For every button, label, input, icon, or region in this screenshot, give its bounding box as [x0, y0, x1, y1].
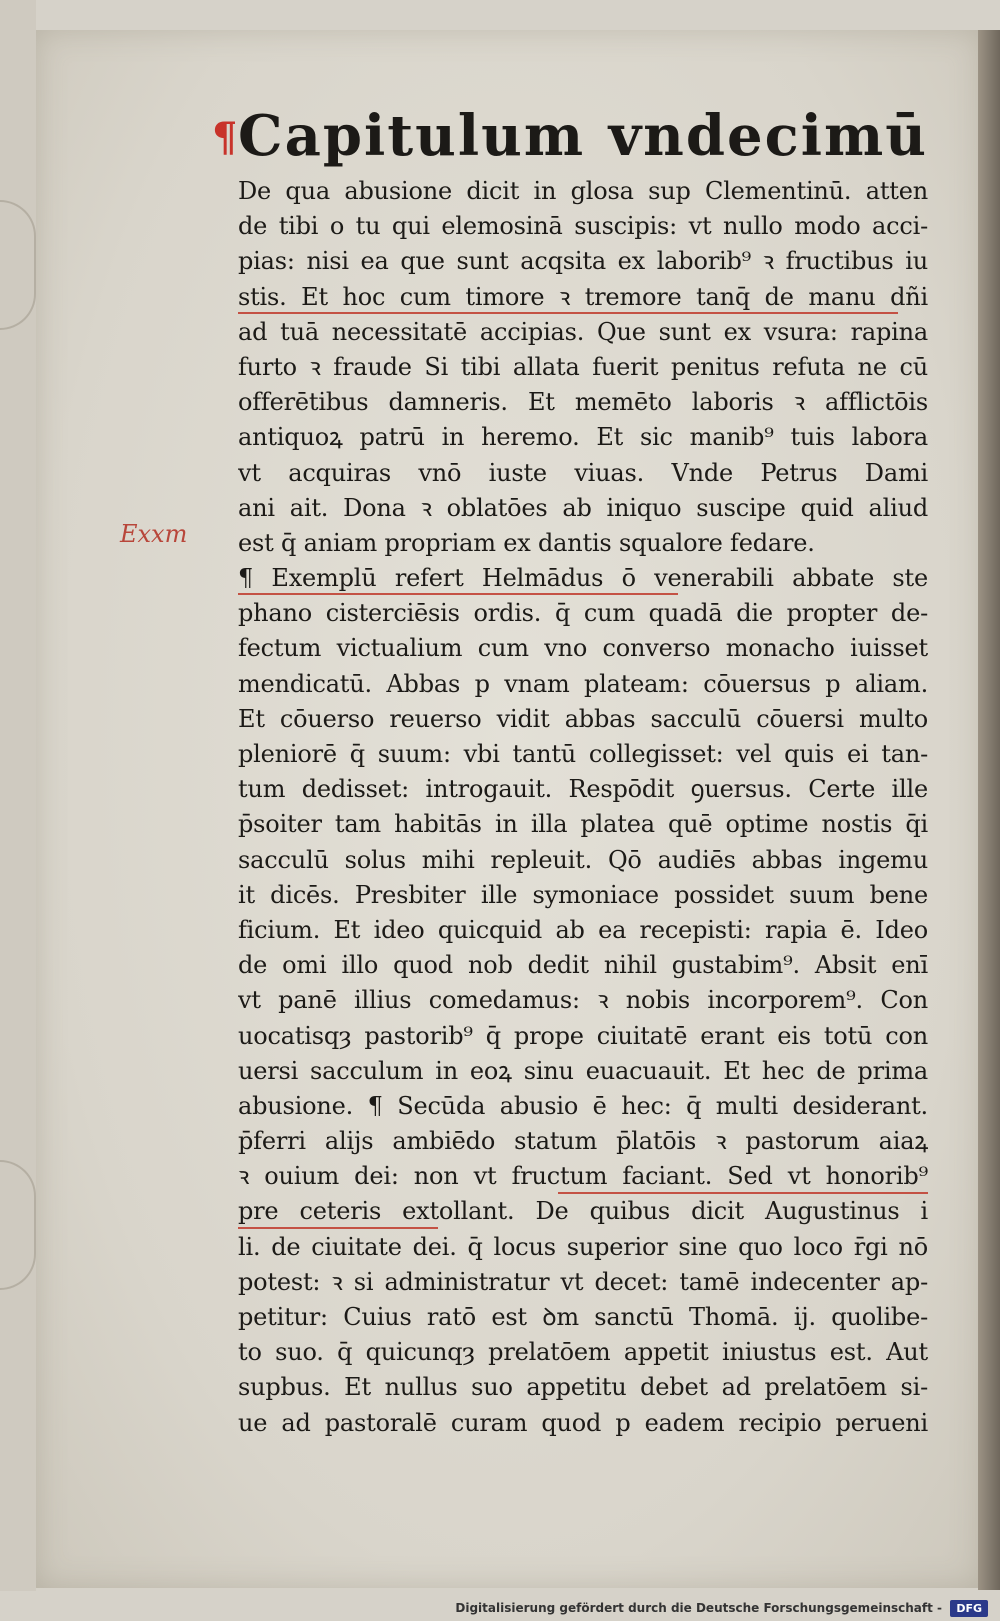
text-line: offerētibus damneris. Et memēto laboris ꝛ afflictōis [238, 388, 928, 417]
text-line: to suo. q̄ quicunqȝ prelatōem appetit iniustus est. Aut [238, 1338, 928, 1367]
text-line: Et cōuerso reuerso vidit abbas sacculū cōuersi multo [238, 704, 928, 733]
footer-bar [0, 1591, 1000, 1621]
page-text-block [212, 100, 928, 1441]
text-line: pre ceteris extollant. De quibus dicit Augustinus i [238, 1197, 928, 1226]
text-line: ue ad pastoralē curam quod p eadem recipio perueni [238, 1408, 928, 1437]
page-edge [978, 30, 1000, 1590]
text-line: vt panē illius comedamus: ꝛ nobis incorporem⁹. Con [238, 986, 928, 1015]
text-line: De qua abusione dicit in glosa sup Clementinū. atten [238, 177, 928, 205]
text-line: de omi illo quod nob dedit nihil gustabim⁹. Absit enī [238, 951, 928, 980]
left-binding-strip [0, 0, 36, 1621]
text-line: de tibi o tu qui elemosinā suscipis: vt nullo modo acci- [238, 212, 928, 241]
text-line: uocatisqȝ pastorib⁹ q̄ prope ciuitatē erant eis totū con [238, 1021, 928, 1050]
text-line: potest: ꝛ si administratur vt decet: tamē indecenter ap- [238, 1267, 928, 1296]
text-line: ani ait. Dona ꝛ oblatōes ab iniquo suscipe quid aliud [238, 493, 928, 522]
text-line: vt acquiras vnō iuste viuas. Vnde Petrus Dami [238, 458, 928, 487]
paragraph-mark-icon: ¶ [212, 114, 238, 161]
rubrication-underline [558, 1192, 928, 1194]
text-line: tum dedisset: introgauit. Respōdit ꝯuersus. Certe ille [238, 775, 928, 804]
margin-note: Exxm [120, 520, 188, 548]
rubrication-underline [238, 593, 678, 595]
text-line: uersi sacculum in eoꝝ sinu euacuauit. Et hec de prima [238, 1056, 928, 1085]
text-line: furto ꝛ fraude Si tibi allata fuerit penitus refuta ne cū [238, 352, 928, 381]
text-line: est q̄ aniam propriam ex dantis squalore fedare. [238, 528, 815, 557]
binding-notch [0, 1160, 36, 1290]
text-line: supbus. Et nullus suo appetitu debet ad prelatōem si- [238, 1373, 928, 1402]
text-line: li. de ciuitate dei. q̄ locus superior sine quo loco r̄gi nō [238, 1232, 928, 1261]
dfg-logo: DFG [950, 1600, 988, 1617]
text-line: abusione. ¶ Secūda abusio ē hec: q̄ multi desiderant. [238, 1091, 928, 1120]
text-line: fectum victualium cum vno converso monacho iuisset [238, 634, 928, 663]
text-line: sacculū solus mihi repleuit. Qō audiēs abbas ingemu [238, 845, 928, 874]
rubrication-underline [238, 1227, 438, 1229]
text-line: ¶ Exemplū refert Helmādus ō venerabili abbate ste [238, 564, 928, 593]
heading-left: Capitulum [238, 103, 586, 169]
text-line: p̄soiter tam habitās in illa platea quē optime nostis q̄i [238, 810, 928, 839]
heading-right: vndecimū [608, 103, 928, 169]
text-line: antiquoꝝ patrū in heremo. Et sic manib⁹ tuis labora [238, 423, 928, 452]
text-line: phano cisterciēsis ordis. q̄ cum quadā die propter de- [238, 599, 928, 628]
funding-credit: Digitalisierung gefördert durch die Deutsche Forschungsgemeinschaft - [455, 1601, 942, 1615]
binding-notch [0, 200, 36, 330]
text-line: it dicēs. Presbiter ille symoniace possidet suum bene [238, 880, 928, 909]
text-line: pias: nisi ea que sunt acqsita ex laborib⁹ ꝛ fructibus iu [238, 247, 928, 276]
text-lines [238, 174, 928, 1441]
text-line: ꝛ ouium dei: non vt fructum faciant. Sed vt honorib⁹ [238, 1162, 928, 1191]
text-line: stis. Et hoc cum timore ꝛ tremore tanq̄ de manu dñi [238, 282, 928, 311]
text-line: ficium. Et ideo quicquid ab ea recepisti: rapia ē. Ideo [238, 915, 928, 944]
text-line: p̄ferri alijs ambiēdo statum p̄latōis ꝛ pastorum aiaꝝ [238, 1127, 928, 1156]
chapter-heading [238, 100, 928, 172]
text-line: mendicatū. Abbas p vnam plateam: cōuersus p aliam. [238, 669, 928, 698]
text-line: petitur: Cuius ratō est ꝺm sanctū Thomā. ij. quolibe- [238, 1303, 928, 1331]
text-line: pleniorē q̄ suum: vbi tantū collegisset: vel quis ei tan- [238, 740, 928, 768]
rubrication-underline [238, 312, 898, 314]
text-line: ad tuā necessitatē accipias. Que sunt ex vsura: rapina [238, 317, 928, 346]
